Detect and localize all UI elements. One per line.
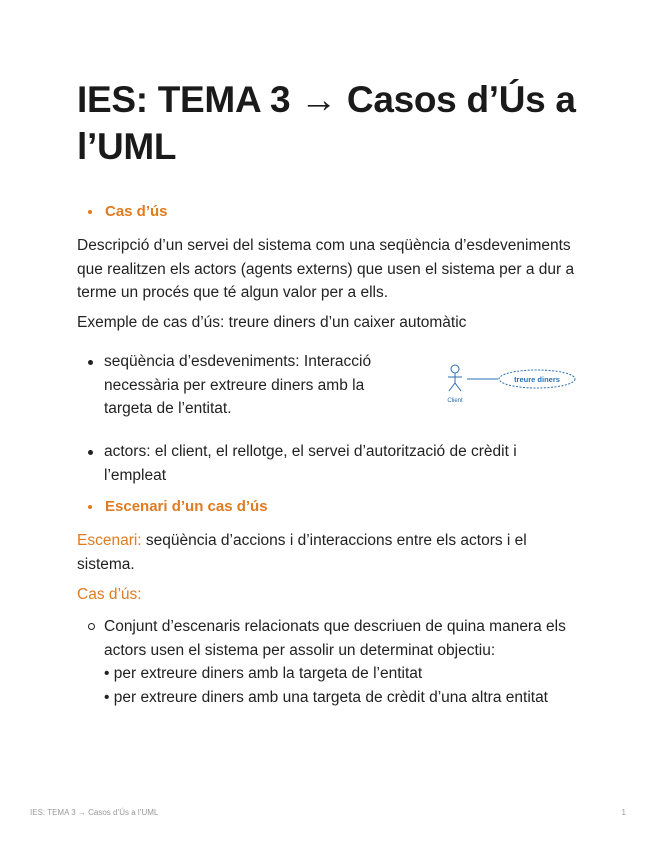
page-number: 1: [621, 808, 626, 817]
section-heading-escenari: [88, 496, 268, 518]
description-paragraph: Descripció d’un servei del sistema com una seqüència d’esdeveniments que realitzen els actors (agents externs) que usen el sistema per a dur a terme un procés que té algun valor per a ells.: [77, 237, 575, 301]
escenari-label: Escenari:: [77, 532, 142, 549]
sub-item: • per extreure diners amb la targeta de l’entitat: [104, 665, 423, 682]
sub-item: • per extreure diners amb una targeta de crèdit d’una altra entitat: [104, 688, 548, 706]
bullet-ring: [88, 623, 95, 630]
list-item: [88, 440, 568, 487]
section-heading-cas-us: [88, 201, 168, 223]
list-item-text: actors: el client, el rellotge, el servei d’autorització de crèdit i l’empleat: [104, 443, 517, 484]
cas-us-label: Cas d’ús:: [77, 586, 142, 603]
list-item-text: seqüència d’esdeveniments: Interacció necessària per extreure diners amb la targeta de l’entitat.: [104, 353, 372, 417]
list-item: [88, 615, 578, 709]
bullet-dot: [88, 360, 93, 365]
uml-use-case-diagram: [441, 361, 581, 407]
bullet-dot: [88, 450, 93, 455]
cas-us-label-paragraph: [77, 583, 577, 607]
list-item-text: Conjunt d’escenaris relacionats que descriuen de quina manera els actors usen el sistema per assolir un determinat objectiu:: [104, 618, 566, 659]
section-heading-label: Escenari d’un cas d’ús: [105, 498, 268, 515]
escenari-paragraph: [77, 529, 577, 576]
list-item: [88, 350, 388, 421]
use-case-label: treure diners: [514, 375, 560, 384]
example-paragraph: Exemple de cas d’ús: treure diners d’un caixer automàtic: [77, 314, 467, 331]
escenari-text: seqüència d’accions i d’interaccions entre els actors i el sistema.: [77, 532, 527, 573]
section-heading-label: Cas d’ús: [105, 203, 168, 220]
footer-title: IES: TEMA 3 → Casos d’Ús a l’UML: [30, 808, 159, 817]
actor-stick-figure-icon: [448, 365, 462, 391]
actor-label: Client: [447, 398, 463, 404]
page-title: IES: TEMA 3 → Casos d’Ús a l’UML: [77, 79, 576, 167]
